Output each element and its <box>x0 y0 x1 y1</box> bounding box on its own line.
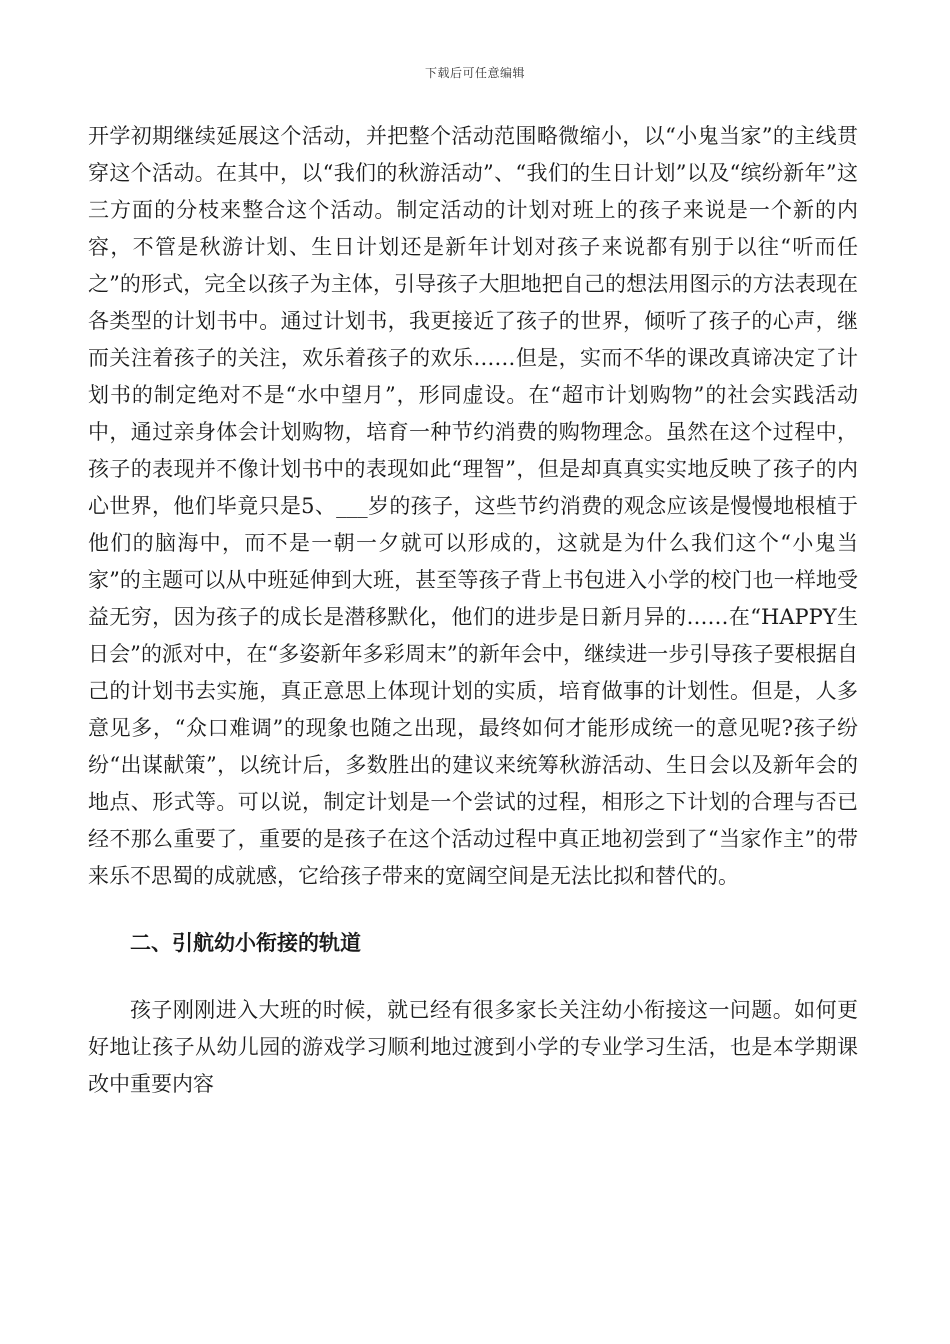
page-header-note: 下载后可任意编辑 <box>424 66 525 80</box>
body-paragraph-continued: 开学初期继续延展这个活动，并把整个活动范围略微缩小，以“小鬼当家”的主线贯穿这个活动。在其中，以“我们的秋游活动”、“我们的生日计划”以及“缤纷新年”这三方面的分枝来整合这个活动。制定活动的计划对班上的孩子来说是一个新的内容，不管是秋游计划、生日计划还是新年计划对孩子来说都有别于以往“听而任之”的形式，完全以孩子为主体，引导孩子大胆地把自己的想法用图示的方法表现在各类型的计划书中。通过计划书，我更接近了孩子的世界，倾听了孩子的心声，继而关注着孩子的关注，欢乐着孩子的欢乐……但是，实而不华的课改真谛决定了计划书的制定绝对不是“水中望月”，形同虚设。在“超市计划购物”的社会实践活动中，通过亲身体会计划购物，培育一种节约消费的购物理念。虽然在这个过程中，孩子的表现并不像计划书中的表现如此“理智”，但是却真真实实地反映了孩子的内心世界，他们毕竟只是5、___岁的孩子，这些节约消费的观念应该是慢慢地根植于他们的脑海中，而不是一朝一夕就可以形成的，这就是为什么我们这个“小鬼当家”的主题可以从中班延伸到大班，甚至等孩子背上书包进入小学的校门也一样地受益无穷，因为孩子的成长是潜移默化，他们的进步是日新月异的……在“HAPPY生日会”的派对中，在“多姿新年多彩周末”的新年会中，继续进一步引导孩子要根据自己的计划书去实施，真正意思上体现计划的实质，培育做事的计划性。但是，人多意见多，“众口难调”的现象也随之出现，最终如何才能形成统一的意见呢?孩子纷纷“出谋献策”，以统计后，多数胜出的建议来统筹秋游活动、生日会以及新年会的地点、形式等。可以说，制定计划是一个尝试的过程，相形之下计划的合理与否已经不那么重要了，重要的是孩子在这个活动过程中真正地初尝到了“当家作主”的带来乐不思蜀的成就感，它给孩子带来的宽阔空间是无法比拟和替代的。 <box>88 124 858 888</box>
section-heading: 二、引航幼小衔接的轨道 <box>130 931 361 955</box>
body-paragraph: 孩子刚刚进入大班的时候，就已经有很多家长关注幼小衔接这一问题。如何更好地让孩子从幼儿园的游戏学习顺利地过渡到小学的专业学习生活，也是本学期课改中重要内容 <box>88 998 858 1096</box>
document-body <box>88 118 858 1103</box>
